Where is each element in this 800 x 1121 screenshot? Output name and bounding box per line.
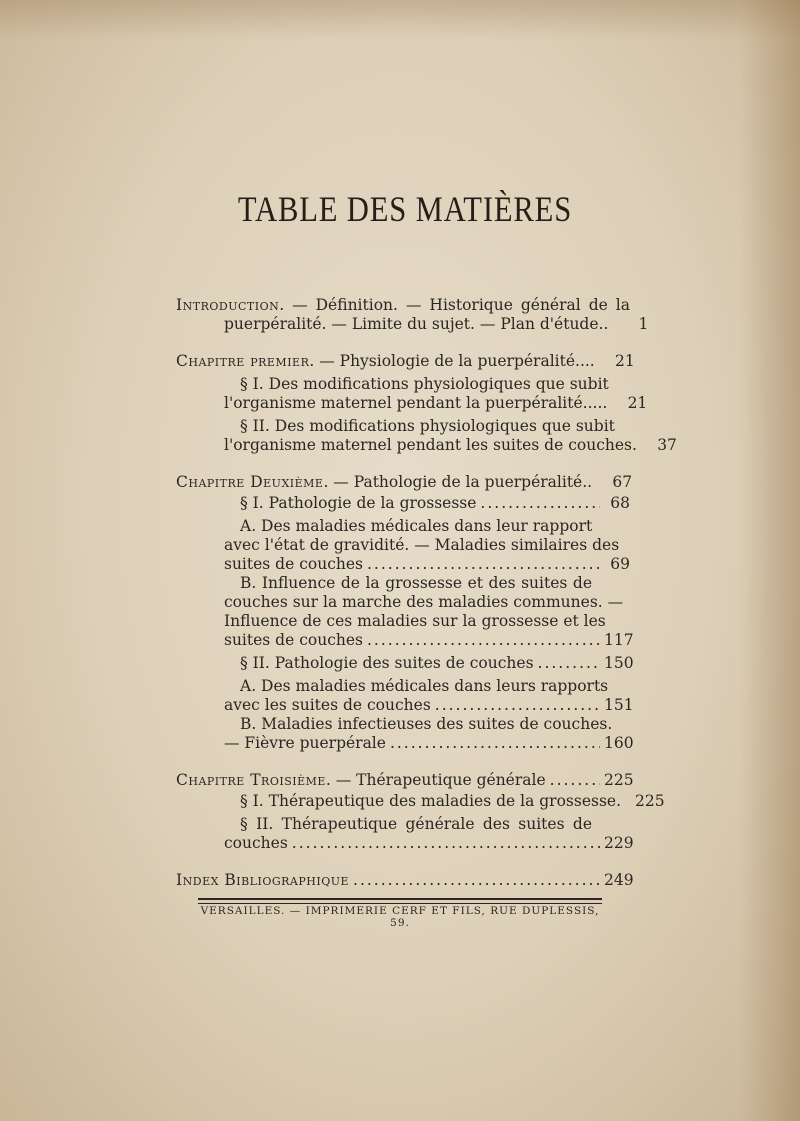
toc-entry-chapter-2[interactable] xyxy=(176,473,634,753)
section-label: Chapitre premier xyxy=(176,352,310,370)
entry-text: § I. Thérapeutique des maladies de la grossesse. xyxy=(240,792,622,810)
page-number: 225 xyxy=(635,792,665,810)
toc-entry-line xyxy=(176,771,634,790)
page-number: 1 xyxy=(638,315,649,333)
toc-entry-line xyxy=(176,352,635,371)
entry-text: § II. Pathologie des suites de couches xyxy=(240,654,534,672)
entry-text: . — Physiologie de la puerpéralité.... xyxy=(309,352,595,370)
toc-entry-line xyxy=(176,834,634,853)
toc-entry-line xyxy=(176,473,633,492)
page-number: 160 xyxy=(604,734,634,752)
page-shadow-top xyxy=(0,0,800,40)
toc-entry-line xyxy=(176,436,677,455)
page-number: 21 xyxy=(615,352,635,370)
toc-entry-line xyxy=(176,315,649,334)
page-number: 68 xyxy=(610,494,630,512)
page-number: 151 xyxy=(604,696,634,714)
toc-entry-line: avec l'état de gravidité. — Maladies similaires des xyxy=(224,536,620,554)
toc-entry-line xyxy=(176,696,634,715)
entry-text: . — Définition. — Historique général de la xyxy=(279,296,630,314)
page-number: 150 xyxy=(604,654,634,672)
toc-entry-line: couches sur la marche des maladies communes. — xyxy=(224,593,624,611)
page-number: 229 xyxy=(604,834,634,852)
entry-text: § I. Pathologie de la grossesse xyxy=(240,494,477,512)
page-number: 117 xyxy=(604,631,634,649)
entry-text: suites de couches xyxy=(224,555,363,573)
section-label: Index Bibliographique xyxy=(176,871,350,889)
entry-text: suites de couches xyxy=(224,631,363,649)
leader-dots xyxy=(292,834,600,853)
toc-entry-line xyxy=(176,871,634,890)
leader-dots xyxy=(435,696,600,715)
section-label: Introduction xyxy=(176,296,280,314)
toc-entry-chapter-1[interactable] xyxy=(176,352,677,455)
page-number: 21 xyxy=(627,394,648,412)
section-label: Chapitre Deuxième xyxy=(176,473,324,491)
toc-entry-line xyxy=(176,734,634,753)
leader-dots xyxy=(353,871,600,890)
table-of-contents xyxy=(176,296,677,900)
page-shadow-right xyxy=(740,0,800,1121)
toc-entry-line xyxy=(176,296,630,315)
toc-entry-line xyxy=(176,790,665,811)
page-number: 37 xyxy=(657,436,677,454)
leader-dots xyxy=(390,734,600,753)
toc-entry-line: B. Influence de la grossesse et des suites de xyxy=(240,574,592,592)
page-number: 249 xyxy=(604,871,634,889)
printer-imprint: VERSAILLES. — IMPRIMERIE CERF ET FILS, RUE DUPLESSIS, 59. xyxy=(200,905,600,929)
page-number: 67 xyxy=(612,473,633,491)
toc-entry-line: A. Des maladies médicales dans leur rapport xyxy=(240,517,593,535)
entry-text: l'organisme maternel pendant la puerpéralité..... xyxy=(224,394,608,412)
leader-dots xyxy=(367,555,600,574)
toc-entry-introduction[interactable] xyxy=(176,296,649,334)
entry-text: l'organisme maternel pendant les suites de couches. xyxy=(224,436,637,454)
toc-entry-line xyxy=(176,555,630,574)
toc-entry-line xyxy=(176,492,630,513)
toc-entry-line: § II. Thérapeutique générale des suites de xyxy=(240,815,592,833)
footer-rule xyxy=(198,898,602,904)
toc-entry-line: Influence de ces maladies sur la grossesse et les xyxy=(224,612,606,630)
page-number: 225 xyxy=(604,771,634,789)
leader-dots xyxy=(550,771,600,790)
toc-entry-index[interactable] xyxy=(176,871,634,890)
entry-text: . — Thérapeutique générale xyxy=(325,771,546,789)
page-title: TABLE DES MATIÈRES xyxy=(237,189,573,229)
toc-entry-line: § II. Des modifications physiologiques que subit xyxy=(240,417,615,435)
toc-entry-line xyxy=(176,631,634,650)
toc-entry-chapter-3[interactable] xyxy=(176,771,665,853)
page-number: 69 xyxy=(610,555,630,573)
section-label: Chapitre Troisième xyxy=(176,771,326,789)
toc-entry-line xyxy=(176,394,648,413)
toc-entry-line xyxy=(176,654,634,673)
toc-entry-line: § I. Des modifications physiologiques que subit xyxy=(240,375,609,393)
leader-dots xyxy=(480,494,600,513)
entry-text: puerpéralité. — Limite du sujet. — Plan d'étude.. xyxy=(224,315,609,333)
entry-text: . — Pathologie de la puerpéralité.. xyxy=(323,473,593,491)
entry-text: avec les suites de couches xyxy=(224,696,431,714)
entry-text: — Fièvre puerpérale xyxy=(224,734,386,752)
leader-dots xyxy=(538,654,600,673)
toc-entry-line: B. Maladies infectieuses des suites de couches. xyxy=(240,715,613,733)
toc-entry-line: A. Des maladies médicales dans leurs rapports xyxy=(240,677,609,695)
entry-text: couches xyxy=(224,834,288,852)
leader-dots xyxy=(367,631,600,650)
